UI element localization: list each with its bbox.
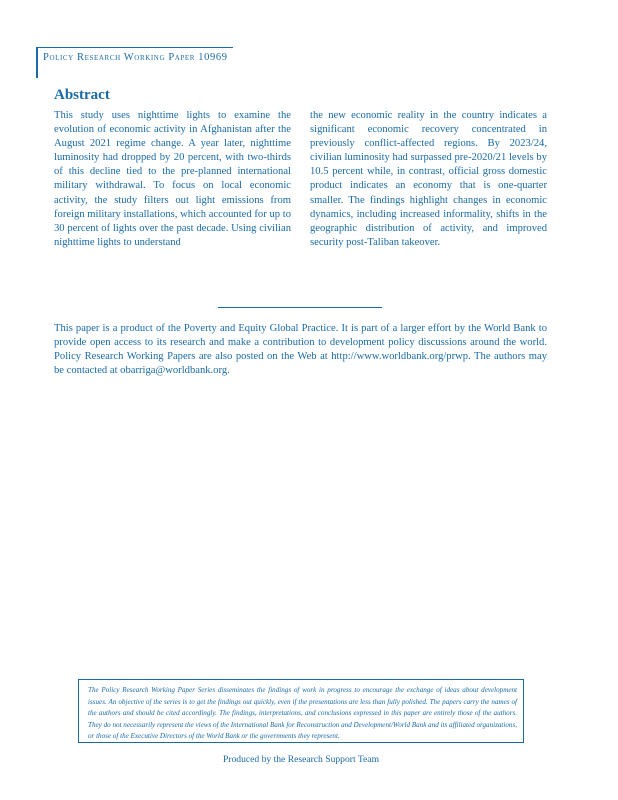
series-title: Policy Research Working Paper 10969 bbox=[43, 52, 228, 63]
abstract-column-right: the new economic reality in the country indicates a significant economic recovery concentrated in previously conflict-affected regions. By 2023/24, civilian luminosity had surpassed pre-2020/21 levels by 10.5 percent while, in contrast, official gross domestic product indicates an economy that is one-quarter smaller. The findings highlight changes in economic dynamics, including increased informality, shifts in the geographic distribution of activity, and improved security post-Taliban takeover. bbox=[310, 110, 547, 248]
abstract-column-left: This study uses nighttime lights to examine the evolution of economic activity in Afghanistan after the August 2021 regime change. A year later, nighttime luminosity had dropped by 20 percent, with two-thirds of this decline tied to the pre-planned international military withdrawal. To focus on local economic activity, the study filters out light emissions from foreign military installations, which accounted for up to 30 percent of lights over the past decade. Using civilian nighttime lights to understand bbox=[54, 110, 291, 248]
section-divider bbox=[218, 307, 382, 308]
series-header-left-rule bbox=[36, 47, 38, 78]
series-disclaimer-box bbox=[78, 679, 524, 743]
abstract-heading: Abstract bbox=[54, 87, 110, 103]
production-credit: Produced by the Research Support Team bbox=[222, 754, 380, 765]
series-disclaimer-text: The Policy Research Working Paper Series disseminates the findings of work in progress to encourage the exchange of ideas about development issues. An objective of the series is to get the findings out quickly, even if the presentations are less than fully polished. The papers carry the names of the authors and should be cited accordingly. The findings, interpretations, and conclusions expressed in this paper are entirely those of the authors. They do not necessarily represent the views of the International Bank for Reconstruction and Development/World Bank and its affiliated organizations, or those of the Executive Directors of the World Bank or the governments they represent. bbox=[88, 686, 517, 740]
product-note: This paper is a product of the Poverty and Equity Global Practice. It is part of a larger effort by the World Bank to provide open access to its research and make a contribution to development policy discussions around the world. Policy Research Working Papers are also posted on the Web at http://www.worldbank.org/prwp. The authors may be contacted at obarriga@worldbank.org. bbox=[54, 323, 547, 377]
series-header-top-rule bbox=[36, 47, 233, 48]
